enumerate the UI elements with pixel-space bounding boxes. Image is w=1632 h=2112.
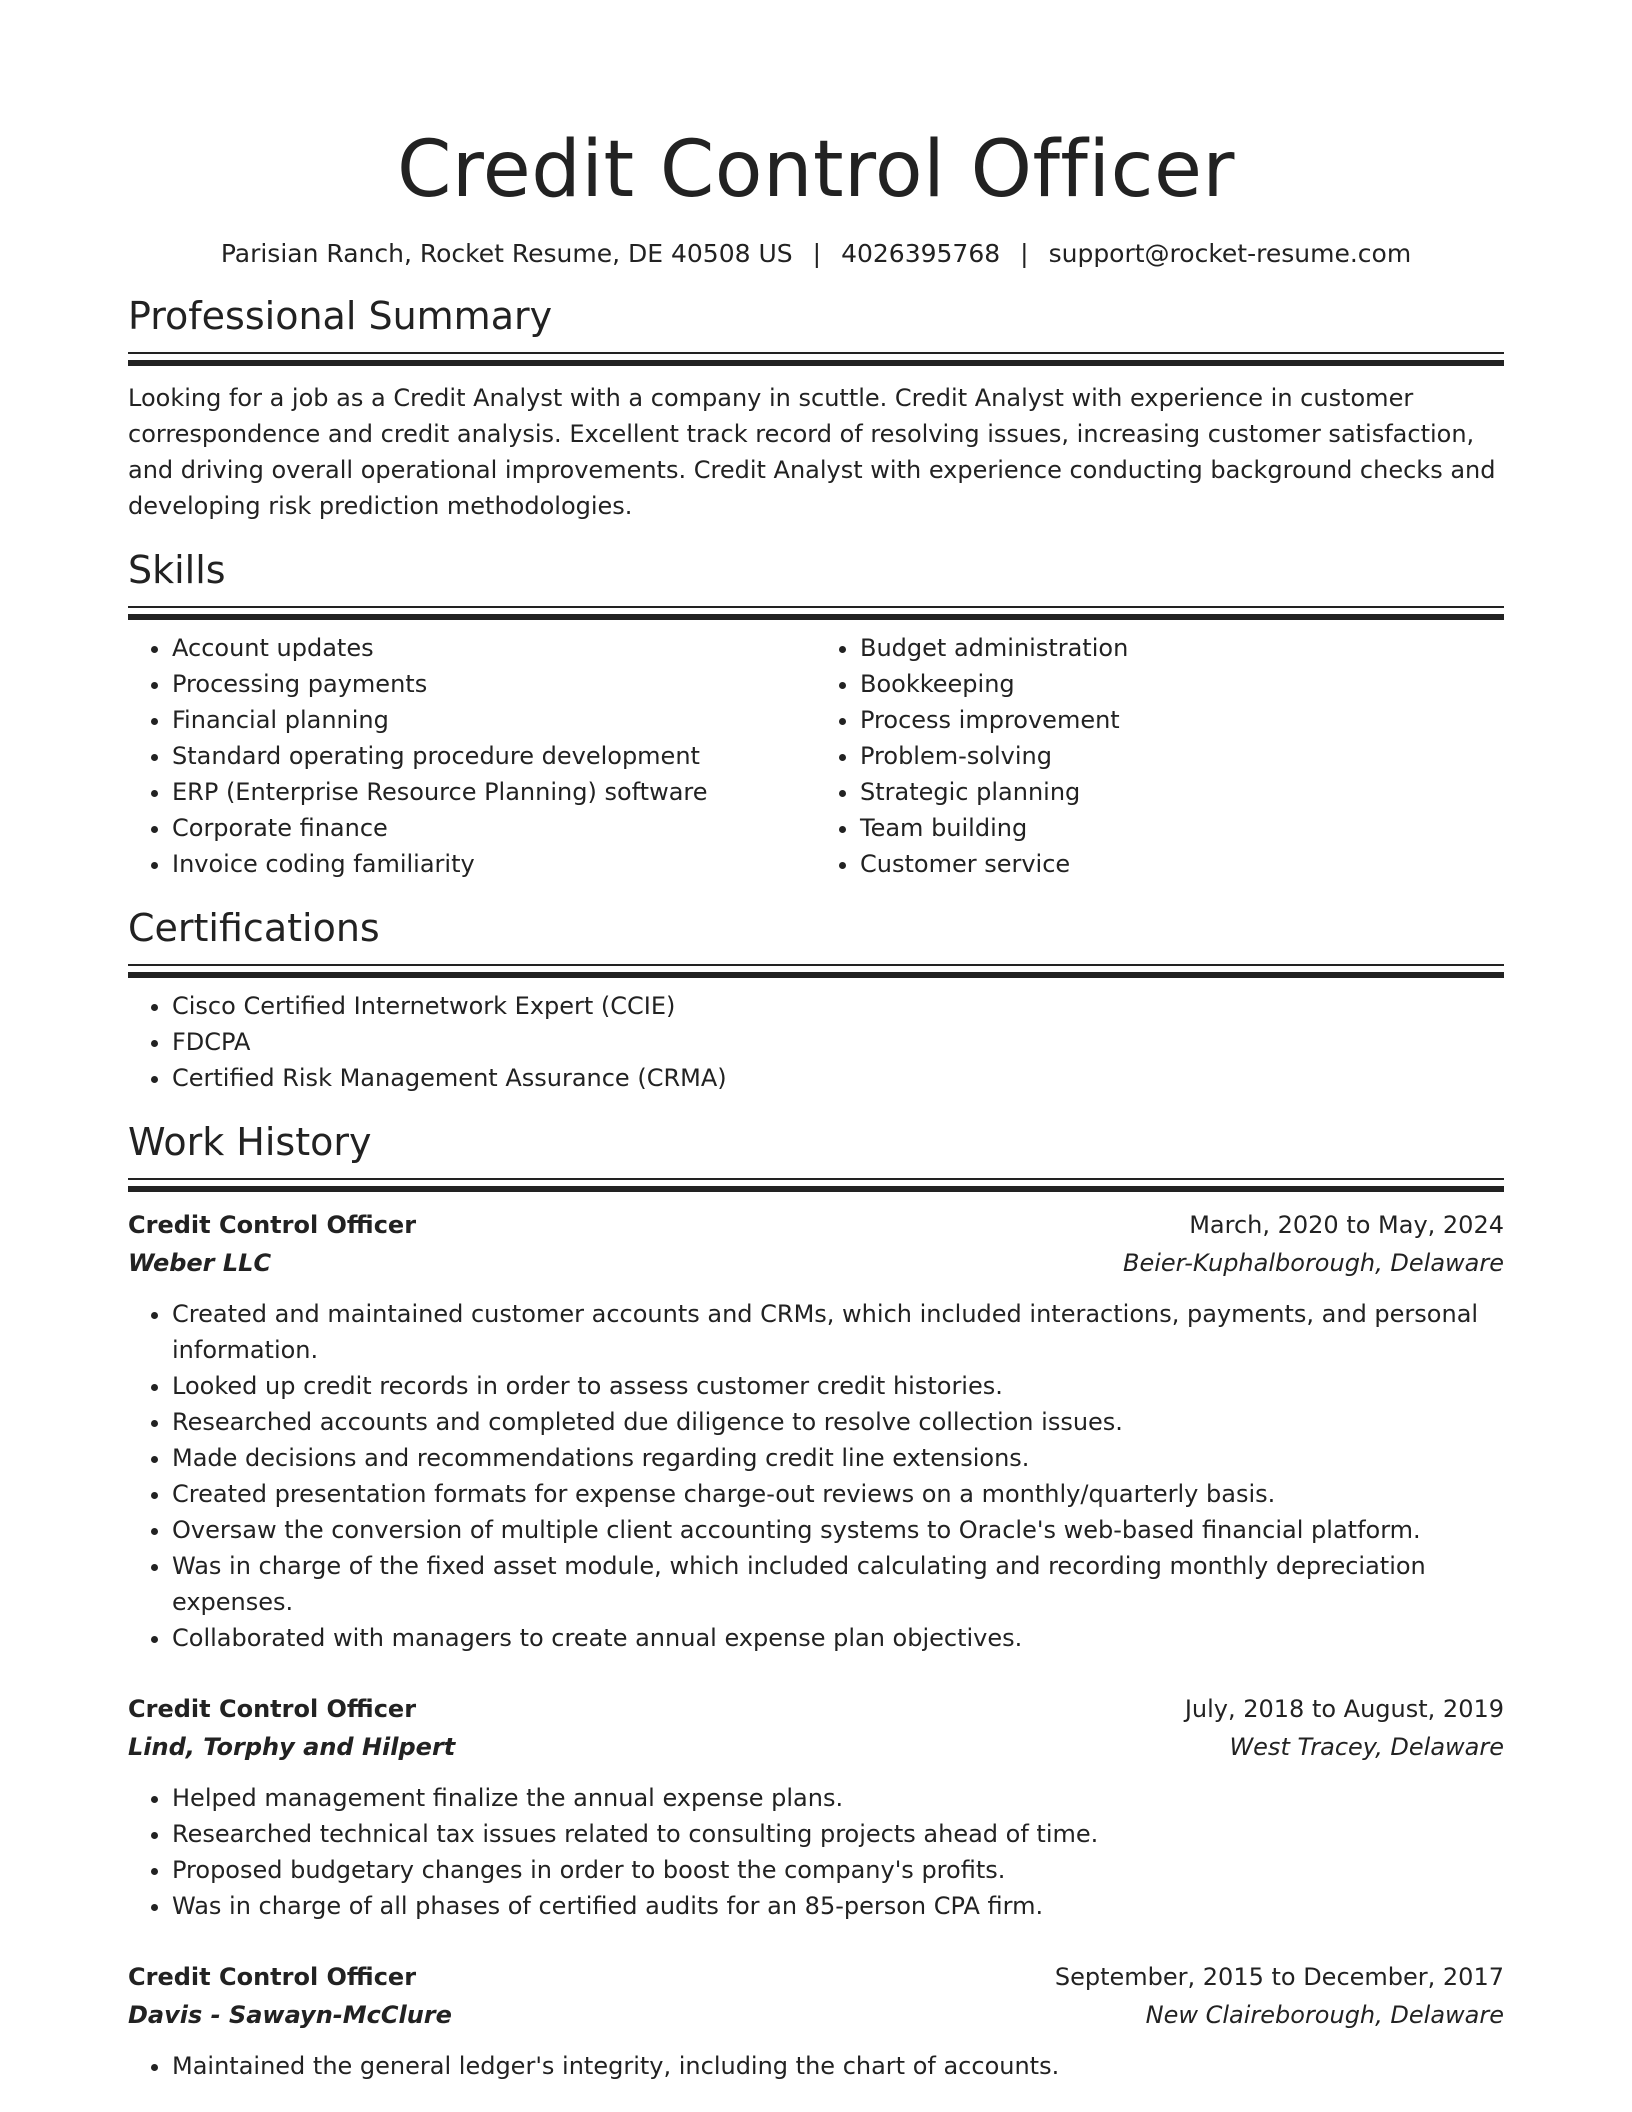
job-header-row (128, 1958, 1504, 1996)
job-entry (128, 1690, 1504, 1924)
skill-item: • Process improvement (860, 702, 1504, 738)
job-bullet: • Was in charge of all phases of certified audits for an 85-person CPA firm. (172, 1888, 1504, 1924)
job-dates: September, 2015 to December, 2017 (1054, 1963, 1504, 1991)
skill-item: • Financial planning (172, 702, 816, 738)
skill-item: • Corporate finance (172, 810, 816, 846)
certification-item: • FDCPA (172, 1024, 1504, 1060)
work-history-section (128, 1118, 1504, 2084)
job-bullet: • Collaborated with managers to create annual expense plan objectives. (172, 1620, 1504, 1656)
job-company-row (128, 1244, 1504, 1282)
job-title: Credit Control Officer (128, 1963, 417, 1991)
job-bullets (128, 2048, 1504, 2084)
section-divider (128, 606, 1504, 616)
job-location: New Claireborough, Delaware (1145, 2001, 1504, 2029)
contact-separator: | (812, 239, 822, 268)
job-company: Lind, Torphy and Hilpert (128, 1733, 456, 1761)
job-company: Weber LLC (128, 1249, 272, 1277)
job-bullet: • Maintained the general ledger's integrity, including the chart of accounts. (172, 2048, 1504, 2084)
skills-list-left (128, 630, 816, 882)
certification-item: • Certified Risk Management Assurance (CRMA) (172, 1060, 1504, 1096)
skill-item: • Bookkeeping (860, 666, 1504, 702)
contact-address: Parisian Ranch, Rocket Resume, DE 40508 US (220, 239, 793, 268)
skill-item: • Invoice coding familiarity (172, 846, 816, 882)
job-company-row (128, 1996, 1504, 2034)
skill-item: • Team building (860, 810, 1504, 846)
job-bullet: • Created and maintained customer accounts and CRMs, which included interactions, payments, and personal information. (172, 1296, 1504, 1368)
job-bullet: • Proposed budgetary changes in order to boost the company's profits. (172, 1852, 1504, 1888)
job-bullet: • Researched technical tax issues related to consulting projects ahead of time. (172, 1816, 1504, 1852)
summary-text: Looking for a job as a Credit Analyst with a company in scuttle. Credit Analyst with experience in customer correspondence and credit analysis. Excellent track record of resolving issues, increasing customer satisfaction, and driving overall operational improvements. Credit Analyst with experience conducting background checks and developing risk prediction methodologies. (128, 384, 1496, 520)
skill-item: • Customer service (860, 846, 1504, 882)
section-divider (128, 1178, 1504, 1188)
job-bullet: • Made decisions and recommendations regarding credit line extensions. (172, 1440, 1504, 1476)
job-bullet: • Helped management finalize the annual expense plans. (172, 1780, 1504, 1816)
skill-item: • Account updates (172, 630, 816, 666)
contact-separator: | (1020, 239, 1029, 268)
job-location: West Tracey, Delaware (1229, 1733, 1504, 1761)
section-title-skills: Skills (128, 548, 226, 592)
job-company-row (128, 1728, 1504, 1766)
job-title: Credit Control Officer (128, 1695, 417, 1723)
skill-item: • Budget administration (860, 630, 1504, 666)
job-bullets (128, 1296, 1504, 1656)
skill-item: • Problem-solving (860, 738, 1504, 774)
skill-item: • Processing payments (172, 666, 816, 702)
section-divider (128, 964, 1504, 974)
certifications-list (128, 988, 1504, 1096)
job-bullet: • Looked up credit records in order to assess customer credit histories. (172, 1368, 1504, 1404)
resume-name: Credit Control Officer (396, 125, 1236, 215)
job-bullet: • Created presentation formats for expense charge-out reviews on a monthly/quarterly basis. (172, 1476, 1504, 1512)
certifications-section (128, 904, 1504, 1096)
skills-section (128, 546, 1504, 882)
contact-phone: 4026395768 (841, 239, 1001, 268)
job-title: Credit Control Officer (128, 1211, 417, 1239)
contact-line (128, 236, 1504, 272)
job-bullets (128, 1780, 1504, 1924)
contact-email: support@rocket-resume.com (1048, 239, 1412, 268)
summary-section (128, 292, 1504, 524)
job-company: Davis - Sawayn-McClure (128, 2001, 452, 2029)
skill-item: • Strategic planning (860, 774, 1504, 810)
skills-columns (128, 630, 1504, 882)
job-location: Beier-Kuphalborough, Delaware (1123, 1249, 1504, 1277)
job-entry (128, 1206, 1504, 1656)
job-dates: July, 2018 to August, 2019 (1184, 1695, 1504, 1723)
section-title-certifications: Certifications (128, 906, 380, 950)
job-bullet: • Oversaw the conversion of multiple client accounting systems to Oracle's web-based financial platform. (172, 1512, 1504, 1548)
section-divider (128, 352, 1504, 362)
job-bullet: • Was in charge of the fixed asset module, which included calculating and recording monthly depreciation expenses. (172, 1548, 1504, 1620)
job-header-row (128, 1206, 1504, 1244)
skills-list-right (816, 630, 1504, 882)
certification-item: • Cisco Certified Internetwork Expert (CCIE) (172, 988, 1504, 1024)
job-bullet: • Researched accounts and completed due diligence to resolve collection issues. (172, 1404, 1504, 1440)
job-header-row (128, 1690, 1504, 1728)
section-title-work-history: Work History (128, 1120, 372, 1164)
skill-item: • Standard operating procedure development (172, 738, 816, 774)
skill-item: • ERP (Enterprise Resource Planning) software (172, 774, 816, 810)
section-title-summary: Professional Summary (128, 294, 553, 338)
job-entry (128, 1958, 1504, 2084)
job-dates: March, 2020 to May, 2024 (1189, 1211, 1504, 1239)
